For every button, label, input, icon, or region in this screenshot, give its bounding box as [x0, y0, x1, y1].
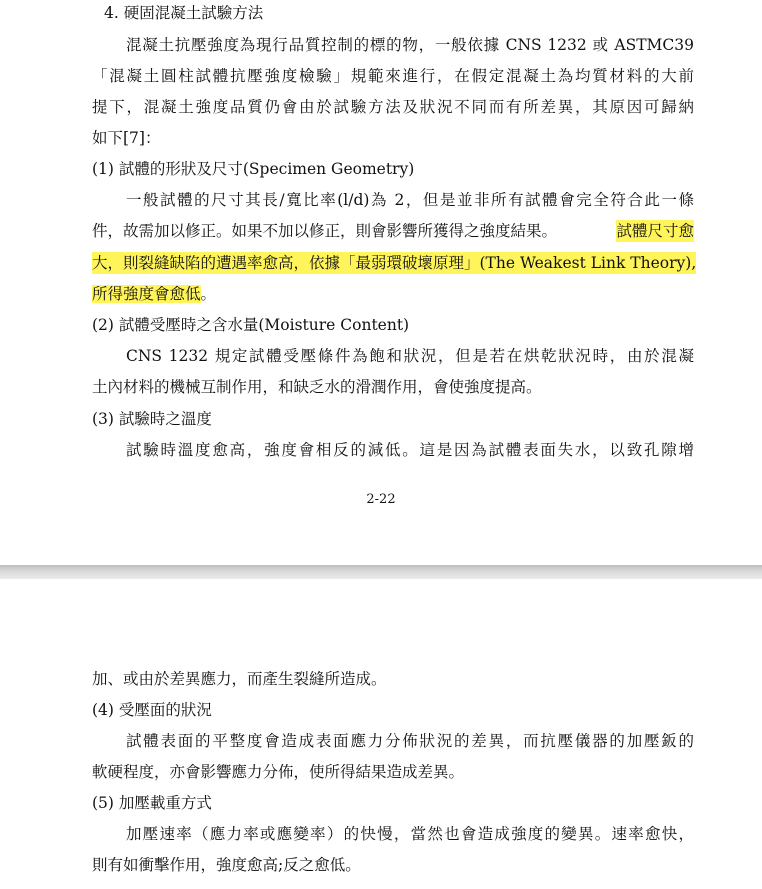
- paragraph-line: 如下[7]：: [92, 129, 161, 147]
- paragraph-line: 土內材料的機械互制作用，和缺乏水的滑潤作用，會使強度提高。: [92, 378, 542, 396]
- paragraph-line: 試驗時溫度愈高，強度會相反的減低。這是因為試體表面失水，以致孔隙增: [126, 441, 694, 459]
- paragraph-line: [92, 220, 694, 242]
- highlighted-line: [92, 252, 696, 274]
- paragraph-line: 提下，混凝土強度品質仍會由於試驗方法及狀況不同而有所差異，其原因可歸納: [92, 98, 694, 116]
- paragraph-line: 試體表面的平整度會造成表面應力分佈狀況的差異，而抗壓儀器的加壓鈑的: [126, 732, 694, 750]
- paragraph-line: 加、或由於差異應力，而產生裂縫所造成。: [92, 670, 387, 688]
- section-heading: 4. 硬固混凝土試驗方法: [104, 4, 264, 22]
- paragraph-line: [92, 283, 216, 305]
- document-page-2: [0, 579, 762, 889]
- paragraph-text: 件，故需加以修正。如果不加以修正，則會影響所獲得之強度結果。: [92, 222, 558, 240]
- page-number: 2-22: [366, 492, 396, 507]
- paragraph-line: 加壓速率（應力率或應變率）的快慢，當然也會造成強度的變異。速率愈快，: [126, 825, 694, 843]
- paragraph-line: 軟硬程度，亦會影響應力分佈，使所得結果造成差異。: [92, 763, 465, 781]
- paragraph-line: 「混凝土圓柱試體抗壓強度檢驗」規範來進行，在假定混凝土為均質材料的大前: [92, 67, 694, 85]
- item-heading: (1) 試體的形狀及尺寸(Specimen Geometry): [92, 160, 415, 178]
- item-heading: (4) 受壓面的狀況: [92, 701, 212, 719]
- highlighted-text: 大，則裂縫缺陷的遭遇率愈高，依據「最弱環破壞原理」(The Weakest Link Theory),: [92, 254, 697, 272]
- paragraph-line: 一般試體的尺寸其長/寬比率(l/d)為 2，但是並非所有試體會完全符合此一條: [126, 191, 694, 209]
- item-heading: (3) 試驗時之溫度: [92, 410, 212, 428]
- paragraph-line: 則有如衝擊作用，強度愈高;反之愈低。: [92, 856, 361, 874]
- paragraph-line: CNS 1232 規定試體受壓條件為飽和狀況，但是若在烘乾狀況時，由於混凝: [126, 347, 694, 365]
- page-separator: [0, 565, 762, 579]
- highlighted-text: 試體尺寸愈: [616, 222, 694, 240]
- item-heading: (5) 加壓載重方式: [92, 794, 212, 812]
- highlighted-text: 所得強度會愈低: [92, 285, 201, 303]
- paragraph-text: 。: [200, 285, 217, 303]
- paragraph-line: 混凝土抗壓強度為現行品質控制的標的物，一般依據 CNS 1232 或 ASTMC39: [126, 36, 694, 54]
- item-heading: (2) 試體受壓時之含水量(Moisture Content): [92, 316, 410, 334]
